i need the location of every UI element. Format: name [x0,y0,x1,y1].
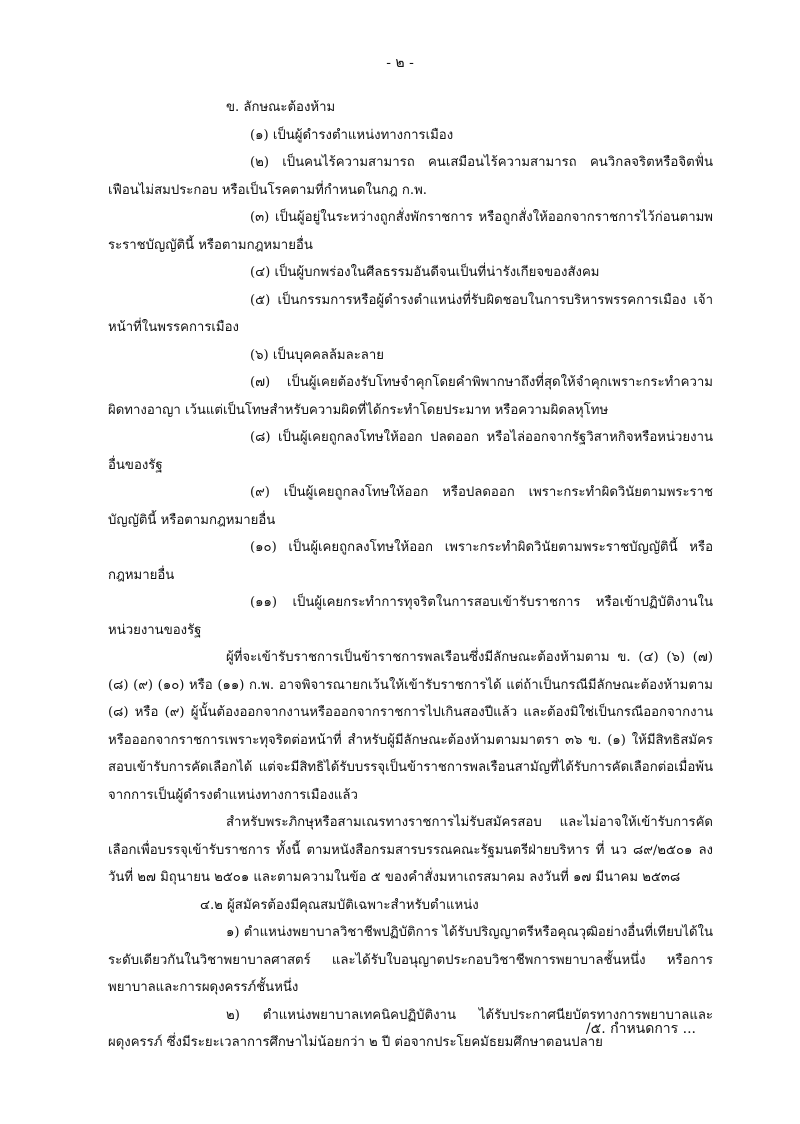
paragraph: (๕) เป็นกรรมการหรือผู้ดำรงตำแหน่งที่รับผิดชอบในการบริหารพรรคการเมือง เจ้าหน้าที่ในพรรคการเมือง [108,292,713,335]
document-body [108,94,713,1057]
paragraph: (๙) เป็นผู้เคยถูกลงโทษให้ออก หรือปลดออก เพราะกระทำผิดวินัยตามพระราชบัญญัตินี้ หรือตามกฎหมายอื่น [108,485,713,528]
paragraph: (๑๑) เป็นผู้เคยกระทำการทุจริตในการสอบเข้ารับราชการ หรือเข้าปฏิบัติงานในหน่วยงานของรัฐ [108,595,713,638]
paragraph: (๓) เป็นผู้อยู่ในระหว่างถูกสั่งพักราชการ หรือถูกสั่งให้ออกจากราชการไว้ก่อนตามพระราชบัญญัตินี้ หรือตามกฎหมายอื่น [108,210,713,253]
paragraph: (๔) เป็นผู้บกพร่องในศีลธรรมอันดีจนเป็นที่น่ารังเกียจของสังคม [250,265,600,280]
paragraph: (๑๐) เป็นผู้เคยถูกลงโทษให้ออก เพราะกระทำผิดวินัยตามพระราชบัญญัตินี้ หรือกฎหมายอื่น [108,540,713,583]
paragraph: ๔.๒ ผู้สมัครต้องมีคุณสมบัติเฉพาะสำหรับตำแหน่ง [200,897,479,913]
paragraph: สำหรับพระภิกษุหรือสามเณรทางราชการไม่รับสมัครสอบ และไม่อาจให้เข้ารับการคัดเลือกเพื่อบรรจุเข้ารับราชการ ทั้งนี้ ตามหนังสือกรมสารบรรณคณะรัฐมนตรีฝ่ายบริหาร ที่ นว ๘๙/๒๕๐๑ ลงวันที่ ๒๗ มิถุนายน ๒๕๐๑ และตามความในข้อ ๕ ของคำสั่งมหาเถรสมาคม ลงวันที่ ๑๗ มีนาคม ๒๕๓๘ [108,815,713,885]
paragraph: (๒) เป็นคนไร้ความสามารถ คนเสมือนไร้ความสามารถ คนวิกลจริตหรือจิตฟั่นเฟือนไม่สมประกอบ หรือเป็นโรคตามที่กำหนดในกฎ ก.พ. [108,155,713,198]
paragraph: ๒) ตำแหน่งพยาบาลเทคนิคปฏิบัติงาน ได้รับประกาศนียบัตรทางการพยาบาลและผดุงครรภ์ ซึ่งมีระยะเวลาการศึกษาไม่น้อยกว่า ๒ ปี ต่อจากประโยคมัธยมศึกษาตอนปลาย [108,1007,713,1050]
paragraph: (๖) เป็นบุคคลล้มละลาย [250,347,384,363]
paragraph: (๘) เป็นผู้เคยถูกลงโทษให้ออก ปลดออก หรือไล่ออกจากรัฐวิสาหกิจหรือหน่วยงานอื่นของรัฐ [108,430,713,473]
continuation-footer: /๕. กำหนดการ ... [585,1021,696,1037]
paragraph: (๑) เป็นผู้ดำรงตำแหน่งทางการเมือง [250,127,454,143]
paragraph: ๑) ตำแหน่งพยาบาลวิชาชีพปฏิบัติการ ได้รับปริญญาตรีหรือคุณวุฒิอย่างอื่นที่เทียบได้ในระดับเดียวกันในวิชาพยาบาลศาสตร์ และได้รับใบอนุญาตประกอบวิชาชีพการพยาบาลชั้นหนึ่ง หรือการพยาบาลและการผดุงครรภ์ชั้นหนึ่ง [108,925,714,995]
paragraph: ผู้ที่จะเข้ารับราชการเป็นข้าราชการพลเรือนซึ่งมีลักษณะต้องห้ามตาม ข. (๔) (๖) (๗) (๘) (๙) (๑๐) หรือ (๑๑) ก.พ. อาจพิจารณายกเว้นให้เข้ารับราชการได้ แต่ถ้าเป็นกรณีมีลักษณะต้องห้ามตาม (๘) หรือ (๙) ผู้นั้นต้องออกจากงานหรือออกจากราชการไปเกินสองปีแล้ว และต้องมิใช่เป็นกรณีออกจากงานหรือออกจากราชการเพราะทุจริตต่อหน้าที่ สำหรับผู้มีลักษณะต้องห้ามตามมาตรา ๓๖ ข. (๑) ให้มีสิทธิสมัครสอบเข้ารับการคัดเลือกได้ แต่จะมีสิทธิได้รับบรรจุเป็นข้าราชการพลเรือนสามัญที่ได้รับการคัดเลือกต่อเมื่อพ้นจากการเป็นผู้ดำรงตำแหน่งทางการเมืองแล้ว [108,650,713,803]
paragraph: (๗) เป็นผู้เคยต้องรับโทษจำคุกโดยคำพิพากษาถึงที่สุดให้จำคุกเพราะกระทำความผิดทางอาญา เว้นแต่เป็นโทษสำหรับความผิดที่ได้กระทำโดยประมาท หรือความผิดลหุโทษ [108,375,713,418]
paragraph: ข. ลักษณะต้องห้าม [226,100,336,115]
page-number: - ๒ - [386,55,414,71]
